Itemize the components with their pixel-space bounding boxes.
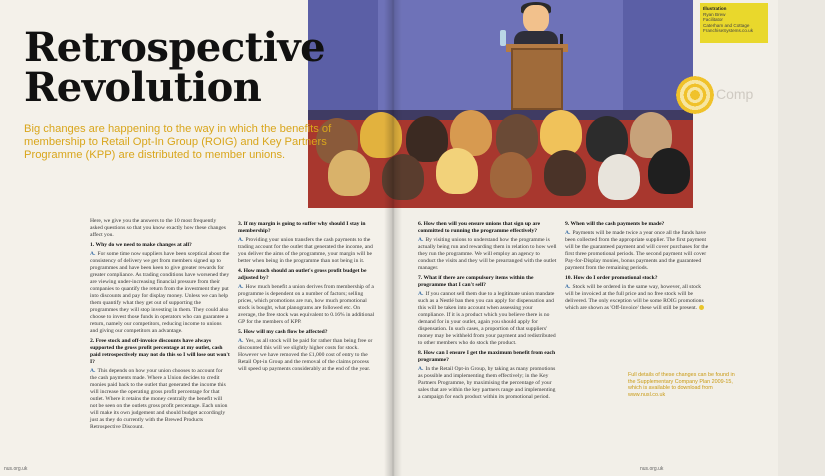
footer-url-left: nus.org.uk (4, 466, 28, 472)
answer (238, 237, 378, 265)
answer-lead: A. (565, 230, 571, 236)
article-headline: Retrospective Revolution (24, 24, 326, 111)
article-column-2 (238, 218, 378, 375)
speaker-head (523, 5, 549, 33)
audience-head (490, 152, 532, 198)
next-page-heading: Comp (716, 86, 754, 102)
answer-text: Stock will be ordered in the same way, however, all stock will be invoiced at the full price and no free stock will be delivered. The only exception will be some ROIG promotions which are shown as 'Off-Invoice' these will still be present. (565, 284, 704, 311)
answer-text: By visiting unions to understand how the programme is actually being run and rewarding them in relation to how well they run the programme. We will employ an agency to conduct the visits and they will be prearranged with the outlet manager. (418, 237, 557, 271)
answer-lead: A. (418, 291, 424, 297)
end-mark-icon (699, 305, 704, 310)
answer (238, 284, 378, 326)
audience-head (540, 110, 582, 156)
article-column-1 (90, 218, 230, 433)
answer-lead: A. (418, 237, 424, 243)
audience-head (648, 148, 690, 194)
answer-lead: A. (418, 366, 424, 372)
answer-lead: A. (238, 237, 244, 243)
answer-text: If you cannot sell them due to a legitimate union mandate such as a Nestlé ban then you can apply for dispensation and this will be taken into account when assessing your compliance. If it is a product which you believe there is no demand for in your outlet, again you should apply for dispensation. In such cases, a proportion of that suppliers' money may be withheld from your payment and redistributed to other members who do stock the product. (418, 291, 556, 346)
further-info-note: Full details of these changes can be found in the Supplementary Company Plan 2009-15, which is available to download from www.nusl.co.uk (628, 372, 735, 398)
answer (90, 251, 230, 335)
answer (418, 237, 558, 272)
credit-line: FranchiseSystems.co.uk (703, 28, 754, 34)
next-page-edge (778, 0, 825, 476)
question: 2. Free stock and off-invoice discounts have always supported the gross profit percentage at my outlet, cash paid retrospectively may not do this so I will lose out won't I? (90, 338, 230, 365)
question: 3. If my margin is going to suffer why should I stay in membership? (238, 221, 366, 234)
question: 5. How will my cash flow be affected? (238, 329, 328, 335)
question: 4. How much should an outlet's gross profit budget be adjusted by? (238, 268, 367, 281)
answer-text: Yes, as all stock will be paid for rather than being free or discounted this will we slightly higher costs for stock. However we have removed the £1,000 cost of entry to the Retail Opt-in Group and the removal of the claims process will speed up payments considerably at the end of the year. (238, 338, 373, 372)
audience-head (544, 150, 586, 196)
target-icon (676, 76, 714, 114)
answer-text: For some time now suppliers have been sceptical about the consistency of delivery we get from members signed up to programmes and have been keen to give greater rewards for greater compliance. As trading conditions have worsened they are viewing under-increasing financial pressure from their companies to quantify the return from the investment they put into discounts and pay for display money. Unless we can help them quantify what they get out of supporting the programmes they will stop investing in them. They could also choose to invest those funds in operators who can guarantee a return, namely our competitors, reducing income to unions and giving our competitors an advantage. (90, 251, 230, 334)
podium (511, 48, 563, 110)
answer (90, 368, 230, 431)
credit-line: Facilitator (703, 17, 723, 23)
page-gutter (384, 0, 402, 476)
answer-text: Payments will be made twice a year once all the funds have been collected from the appropriate supplier. The first payment will be the guaranteed payment and will cover purchases for the first three promotional periods. The second payment will cover Pay-for-Display monies, bonus payments and the guaranteed payment from the remaining periods. (565, 230, 709, 271)
answer-lead: A. (238, 338, 244, 344)
article-column-4 (565, 218, 710, 314)
question: 9. When will the cash payments be made? (565, 221, 665, 227)
audience-head (436, 148, 478, 194)
question: 6. How then will you ensure unions that sign up are committed to running the programme effectively? (418, 221, 541, 234)
answer (238, 338, 378, 373)
answer (565, 230, 710, 272)
answer (418, 366, 558, 401)
illustration-credit-box (700, 3, 768, 43)
answer-lead: A. (90, 251, 96, 257)
credit-label: Illustration (703, 6, 727, 11)
answer-text: This depends on how your union chooses to account for the cash payments made. Where a Union decides to credit monies paid back to the outlet that generated the income this will increase the operating gross profit percentage for that outlet. Where it retains the money centrally the benefit will not be seen on the outlets gross profit percentage. Each union will make its own judgement and should budget accordingly just as they do currently with the Brewed Products Retrospective Discount. (90, 368, 228, 430)
answer-text: In the Retail Opt-in Group, by taking as many promotions as possible and implementing them effectively; in the Key Partners Programme, by maximising the percentage of your sales that are within the key partners range and implementing a campaign for each product within its promotional period. (418, 366, 556, 400)
answer-text: How much benefit a union derives from membership of a programme is dependent on a number of factors; selling prices, which promotions are run, how much promotional stock is bought, what planograms are followed etc. On average, the free stock was equivalent to 0.16% in additional GP for the members of KPP. (238, 284, 375, 325)
question: 1. Why do we need to make changes at all? (90, 242, 192, 248)
question: 10. How do I order promotional stock? (565, 275, 658, 281)
audience-head (598, 154, 640, 200)
lecture-illustration (308, 0, 693, 208)
answer-lead: A. (238, 284, 244, 290)
question: 8. How can I ensure I get the maximum benefit from each programme? (418, 350, 556, 363)
credit-name: Ryan Brew (703, 11, 726, 17)
article-standfirst: Big changes are happening to the way in which the benefits of membership to Retail Opt-In Group (ROIG) and Key Partners Programme (KPP) are distributed to member unions. (24, 123, 332, 161)
credit-line: Caterham and Cottage (703, 22, 750, 28)
footer-url-right: nus.org.uk (640, 466, 664, 472)
article-column-3 (418, 218, 558, 403)
answer-lead: A. (565, 284, 571, 290)
answer-text: Providing your union transfers the cash payments to the trading account for the outlet that generated the income, and you deliver the aims of the programme, your margin will be better when being in the programme than not being in it. (238, 237, 373, 264)
article-intro: Here, we give you the answers to the 10 most frequently asked questions so that you know exactly how these changes affect you. (90, 218, 226, 238)
answer (418, 291, 558, 347)
answer (565, 284, 710, 312)
answer-lead: A. (90, 368, 96, 374)
question: 7. What if there are compulsory items within the programme that I can't sell? (418, 275, 534, 288)
